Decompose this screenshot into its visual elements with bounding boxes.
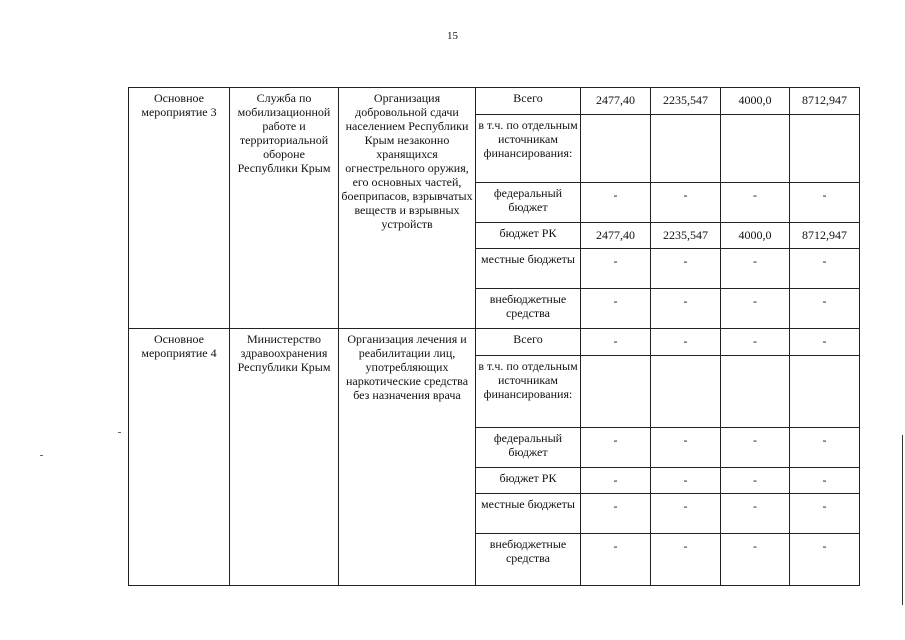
amount-cell	[721, 356, 790, 428]
amount-cell: -	[581, 183, 651, 223]
table-row	[129, 88, 860, 115]
amount-cell	[581, 115, 651, 183]
funding-source-cell: бюджет РК	[476, 223, 581, 249]
amount-cell: -	[651, 534, 721, 586]
funding-source-cell: внебюджетные средства	[476, 534, 581, 586]
amount-cell	[651, 115, 721, 183]
amount-cell: -	[651, 289, 721, 329]
amount-cell: -	[721, 534, 790, 586]
amount-cell: -	[651, 468, 721, 494]
amount-cell: -	[581, 494, 651, 534]
funding-source-cell: в т.ч. по отдельным источникам финансирования:	[476, 356, 581, 428]
amount-cell: -	[581, 534, 651, 586]
amount-cell: -	[581, 468, 651, 494]
funding-source-cell: бюджет РК	[476, 468, 581, 494]
amount-cell: -	[790, 183, 860, 223]
activity-name-cell: Организация добровольной сдачи населением Республики Крым незаконно хранящихся огнестрельного оружия, его основных частей, боеприпасов, взрывчатых веществ и взрывных устройств	[339, 88, 476, 329]
scan-mark	[40, 455, 43, 456]
amount-cell: 8712,947	[790, 223, 860, 249]
amount-cell: -	[721, 329, 790, 356]
amount-cell	[581, 356, 651, 428]
activity-cell: Основное мероприятие 3	[129, 88, 230, 329]
amount-cell: -	[790, 494, 860, 534]
amount-cell	[651, 356, 721, 428]
funding-source-cell: внебюджетные средства	[476, 289, 581, 329]
amount-cell: -	[651, 183, 721, 223]
amount-cell: -	[651, 494, 721, 534]
amount-cell: -	[790, 468, 860, 494]
amount-cell: -	[721, 289, 790, 329]
funding-source-cell: в т.ч. по отдельным источникам финансирования:	[476, 115, 581, 183]
amount-cell	[790, 115, 860, 183]
funding-source-cell: Всего	[476, 329, 581, 356]
amount-cell: 4000,0	[721, 88, 790, 115]
amount-cell: -	[721, 494, 790, 534]
scan-mark	[118, 432, 121, 433]
amount-cell: 2235,547	[651, 223, 721, 249]
amount-cell: 2477,40	[581, 223, 651, 249]
amount-cell: -	[790, 428, 860, 468]
amount-cell: -	[721, 428, 790, 468]
amount-cell: -	[651, 329, 721, 356]
amount-cell: 2477,40	[581, 88, 651, 115]
amount-cell: -	[581, 428, 651, 468]
amount-cell: -	[581, 249, 651, 289]
funding-source-cell: федеральный бюджет	[476, 183, 581, 223]
funding-table	[128, 87, 860, 586]
amount-cell: 2235,547	[651, 88, 721, 115]
activity-cell: Основное мероприятие 4	[129, 329, 230, 586]
amount-cell: -	[721, 249, 790, 289]
scan-edge-line	[902, 435, 903, 605]
amount-cell: -	[721, 183, 790, 223]
amount-cell: -	[651, 428, 721, 468]
executor-cell: Министерство здравоохранения Республики Крым	[230, 329, 339, 586]
amount-cell	[721, 115, 790, 183]
amount-cell: 4000,0	[721, 223, 790, 249]
activity-name-cell: Организация лечения и реабилитации лиц, употребляющих наркотические средства без назначения врача	[339, 329, 476, 586]
amount-cell: -	[790, 289, 860, 329]
funding-source-cell: местные бюджеты	[476, 494, 581, 534]
funding-source-cell: местные бюджеты	[476, 249, 581, 289]
page-number: 15	[447, 30, 458, 42]
amount-cell	[790, 356, 860, 428]
amount-cell: 8712,947	[790, 88, 860, 115]
amount-cell: -	[581, 289, 651, 329]
amount-cell: -	[651, 249, 721, 289]
funding-source-cell: Всего	[476, 88, 581, 115]
amount-cell: -	[721, 468, 790, 494]
table-row	[129, 329, 860, 356]
amount-cell: -	[790, 534, 860, 586]
amount-cell: -	[790, 329, 860, 356]
amount-cell: -	[581, 329, 651, 356]
amount-cell: -	[790, 249, 860, 289]
executor-cell: Служба по мобилизационной работе и территориальной обороне Республики Крым	[230, 88, 339, 329]
funding-source-cell: федеральный бюджет	[476, 428, 581, 468]
